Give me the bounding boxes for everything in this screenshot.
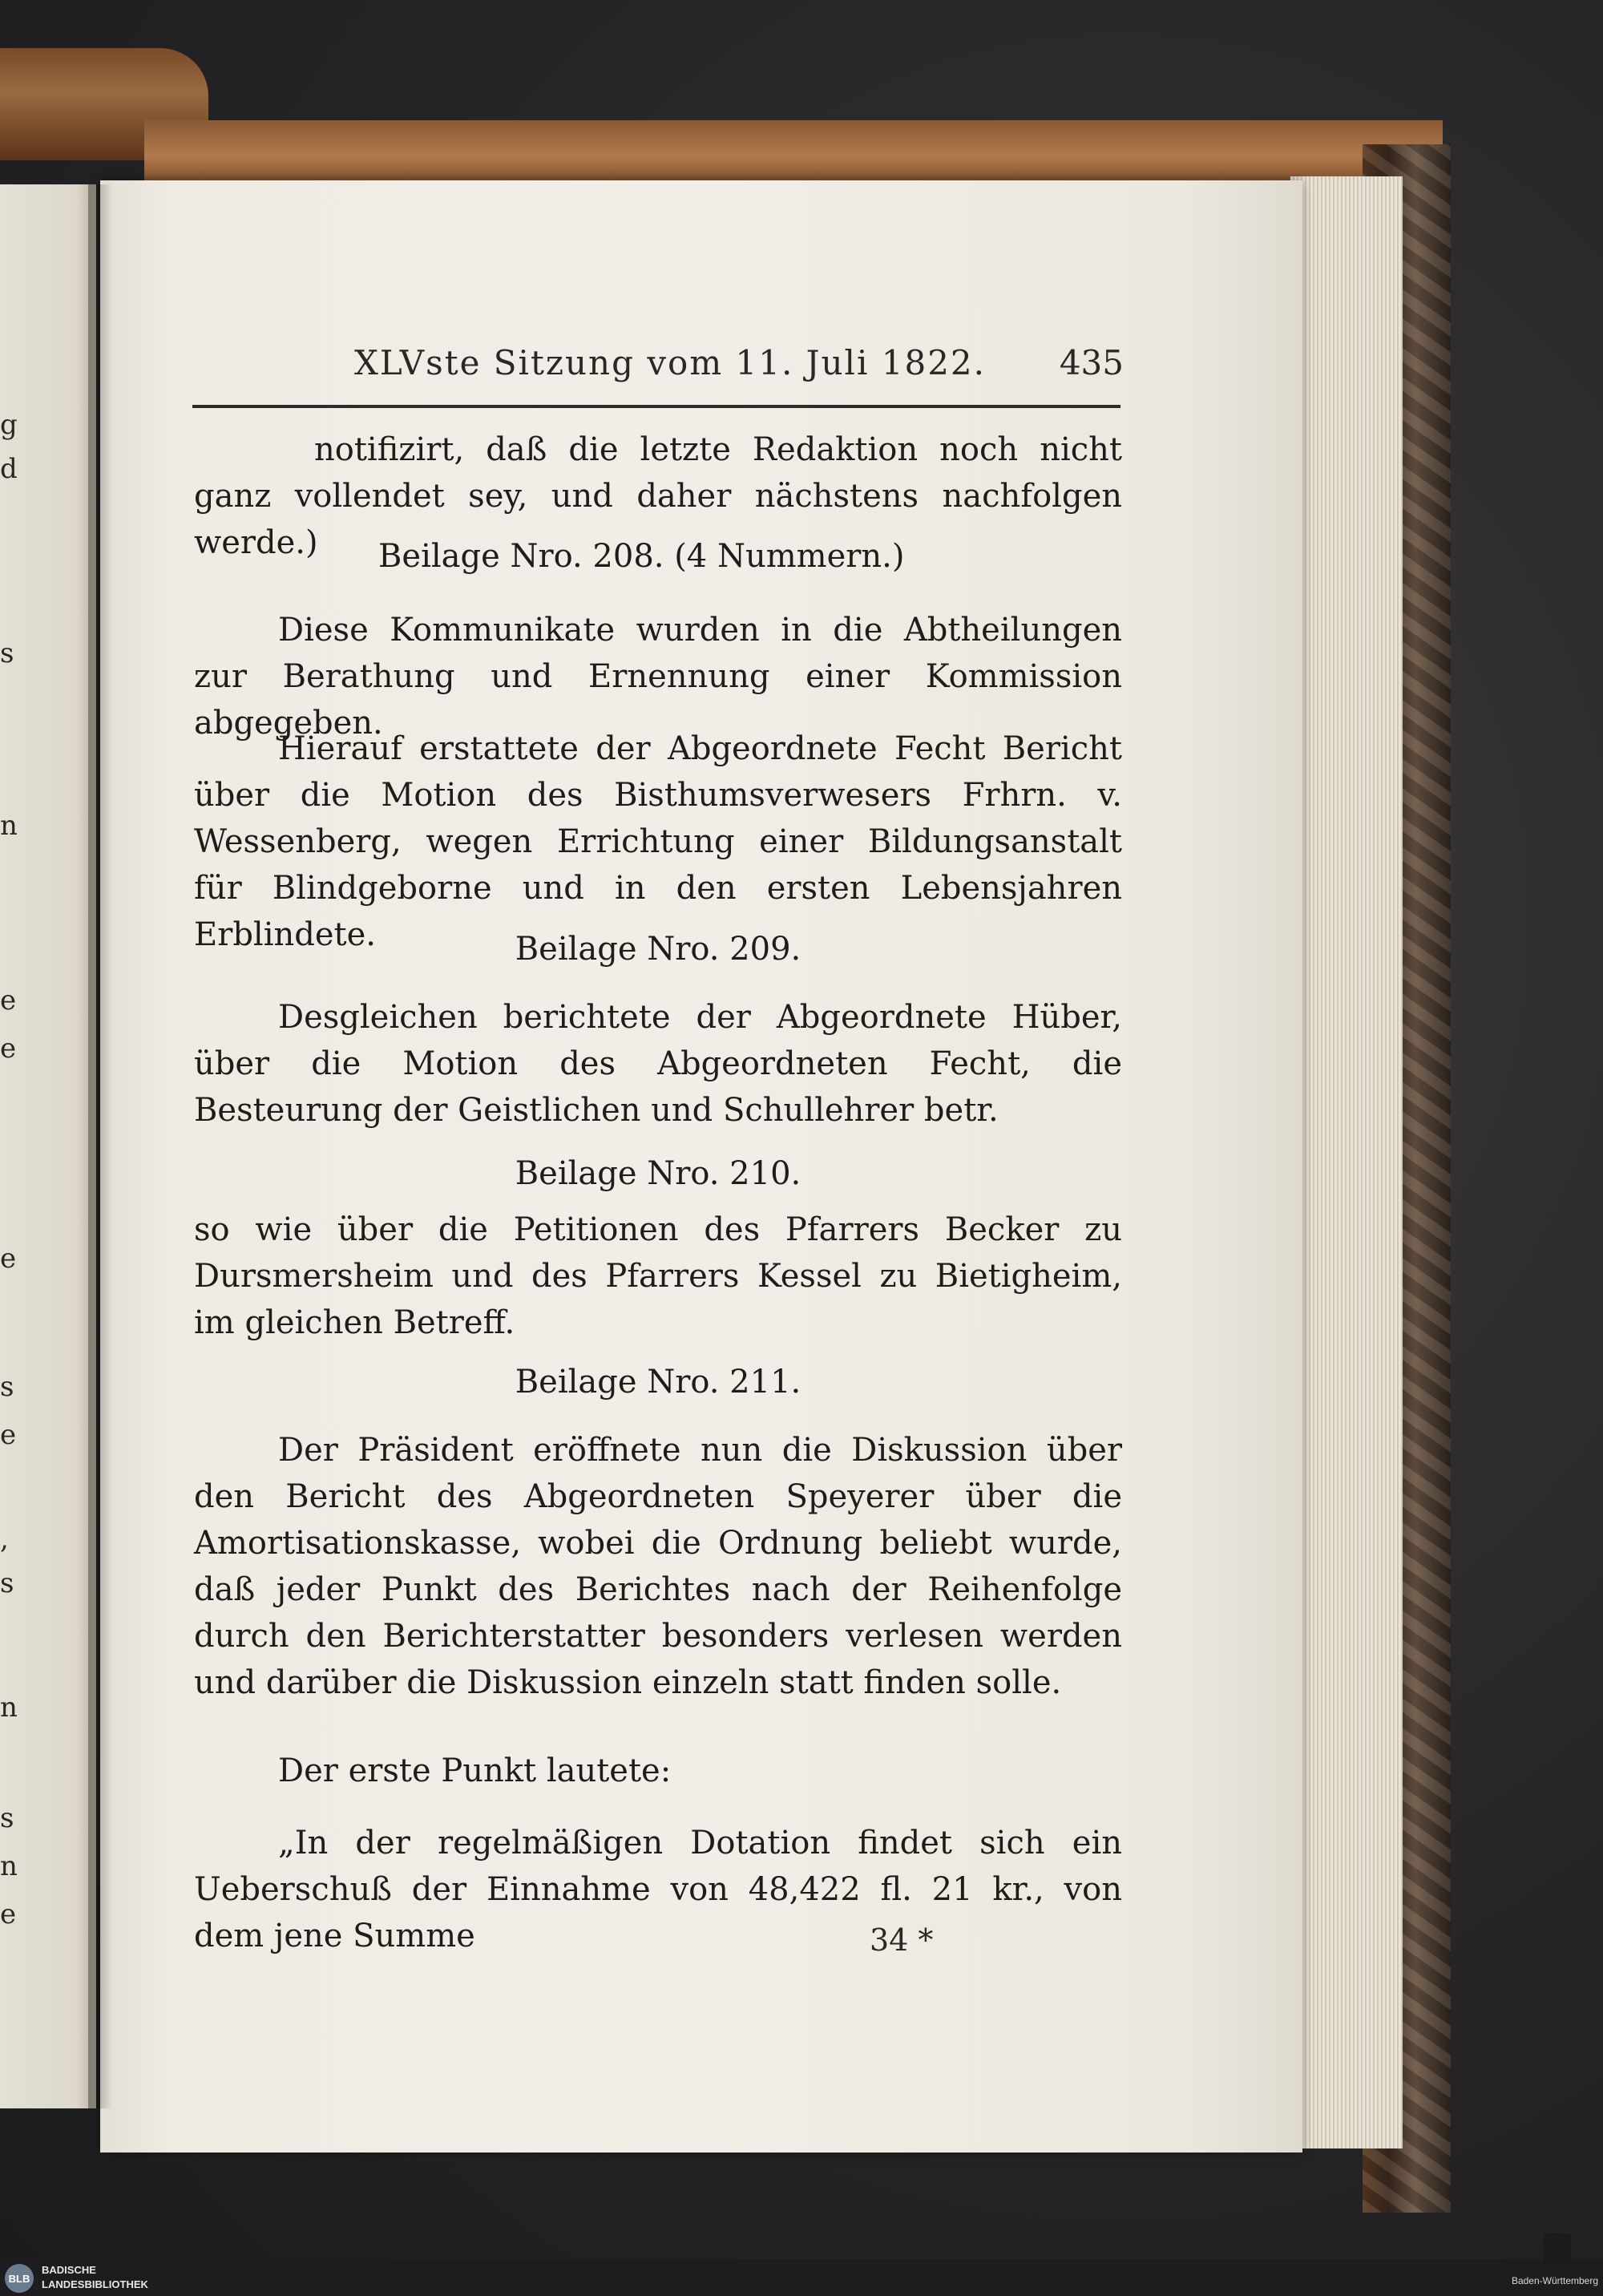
paragraph: Desgleichen berichtete der Abgeordnete Hüber, über die Motion des Abgeordneten Fecht, die Besteurung der Geistlichen und Schullehrer betr.	[194, 999, 1122, 1129]
signature-mark: 34 *	[870, 1922, 934, 1958]
enclosure-note	[378, 533, 987, 580]
state-coat-of-arms-icon	[1544, 2233, 1571, 2266]
gutter-letter: n	[0, 810, 18, 842]
paragraph-block	[194, 726, 1122, 958]
gutter-letter: s	[0, 1371, 14, 1403]
paragraph: Der Präsident eröffnete nun die Diskussion über den Bericht des Abgeordneten Speyerer über die Amortisationskasse, wobei die Ordnung beliebt wurde, daß jeder Punkt des Berichtes nach der Reihenfolge durch den Berichterstatter besonders verlesen werden und darüber die Diskussion einzeln statt finden solle.	[194, 1432, 1122, 1701]
footer-bar	[0, 2259, 1603, 2296]
gutter-letter: e	[0, 1898, 17, 1930]
paragraph: „In der regelmäßigen Dotation findet sich ein Ueberschuß der Einnahme von 48,422 fl. 21 kr., von dem jene Summe	[194, 1825, 1122, 1954]
enclosure-label: Beilage Nro. 210.	[515, 1155, 802, 1192]
paragraph: Der erste Punkt lautete:	[278, 1752, 672, 1789]
library-name-line1: BADISCHE	[42, 2264, 96, 2276]
paragraph-block	[194, 1748, 1122, 1794]
header-rule	[192, 405, 1120, 408]
enclosure-label: Beilage Nro. 209.	[515, 931, 802, 968]
page-edges	[1290, 176, 1403, 2148]
gutter-letter: ,	[0, 1523, 9, 1555]
gutter-letter: e	[0, 1419, 17, 1451]
enclosure-note	[194, 1359, 1122, 1405]
gutter-letter: n	[0, 1850, 18, 1882]
running-title: XLVste Sitzung vom 11. Juli 1822.	[354, 343, 986, 382]
enclosure-label: Beilage Nro. 208. (4 Nummern.)	[378, 538, 905, 575]
paragraph-block	[194, 1820, 1122, 1959]
gutter-letter: d	[0, 453, 18, 485]
enclosure-label: Beilage Nro. 211.	[515, 1364, 802, 1401]
enclosure-note	[194, 926, 1122, 972]
left-page-fragment	[0, 184, 96, 2108]
gutter-letter: s	[0, 1802, 14, 1834]
state-label: Baden-Württemberg	[1511, 2275, 1598, 2286]
gutter-letter: e	[0, 1243, 17, 1275]
gutter-shadow	[88, 184, 112, 2108]
gutter-letter: s	[0, 637, 14, 669]
left-page-gutter-letters	[0, 184, 96, 2108]
paragraph: Diese Kommunikate wurden in die Abtheilungen zur Berathung und Ernennung einer Kommission abgegeben.	[194, 612, 1122, 742]
page-number: 435	[1059, 343, 1124, 382]
library-name-line2: LANDESBIBLIOTHEK	[42, 2278, 148, 2290]
paragraph: notifizirt, daß die letzte Redaktion noch nicht ganz vollendet sey, und daher nächstens nachfolgen werde.)	[194, 431, 1122, 561]
gutter-letter: s	[0, 1567, 14, 1599]
paragraph: so wie über die Petitionen des Pfarrers Becker zu Dursmersheim und des Pfarrers Kessel zu Bietigheim, im gleichen Betreff.	[194, 1211, 1122, 1341]
running-head	[354, 343, 1124, 391]
gutter-letter: e	[0, 984, 17, 1017]
gutter-letter: g	[0, 409, 18, 441]
gutter-letter: n	[0, 1692, 18, 1724]
library-name	[42, 2263, 148, 2292]
paragraph: Hierauf erstattete der Abgeordnete Fecht Bericht über die Motion des Bisthumsverwesers Frhrn. v. Wessenberg, wegen Errichtung einer Bildungsanstalt für Blindgeborne und in den ersten Lebensjahren Erblindete.	[194, 730, 1122, 953]
paragraph-block	[194, 1427, 1122, 1706]
gutter-letter: e	[0, 1033, 17, 1065]
enclosure-note	[194, 1150, 1122, 1197]
library-logo-icon: BLB	[5, 2264, 34, 2293]
paragraph-block	[194, 1207, 1122, 1346]
paragraph-block	[194, 994, 1122, 1134]
